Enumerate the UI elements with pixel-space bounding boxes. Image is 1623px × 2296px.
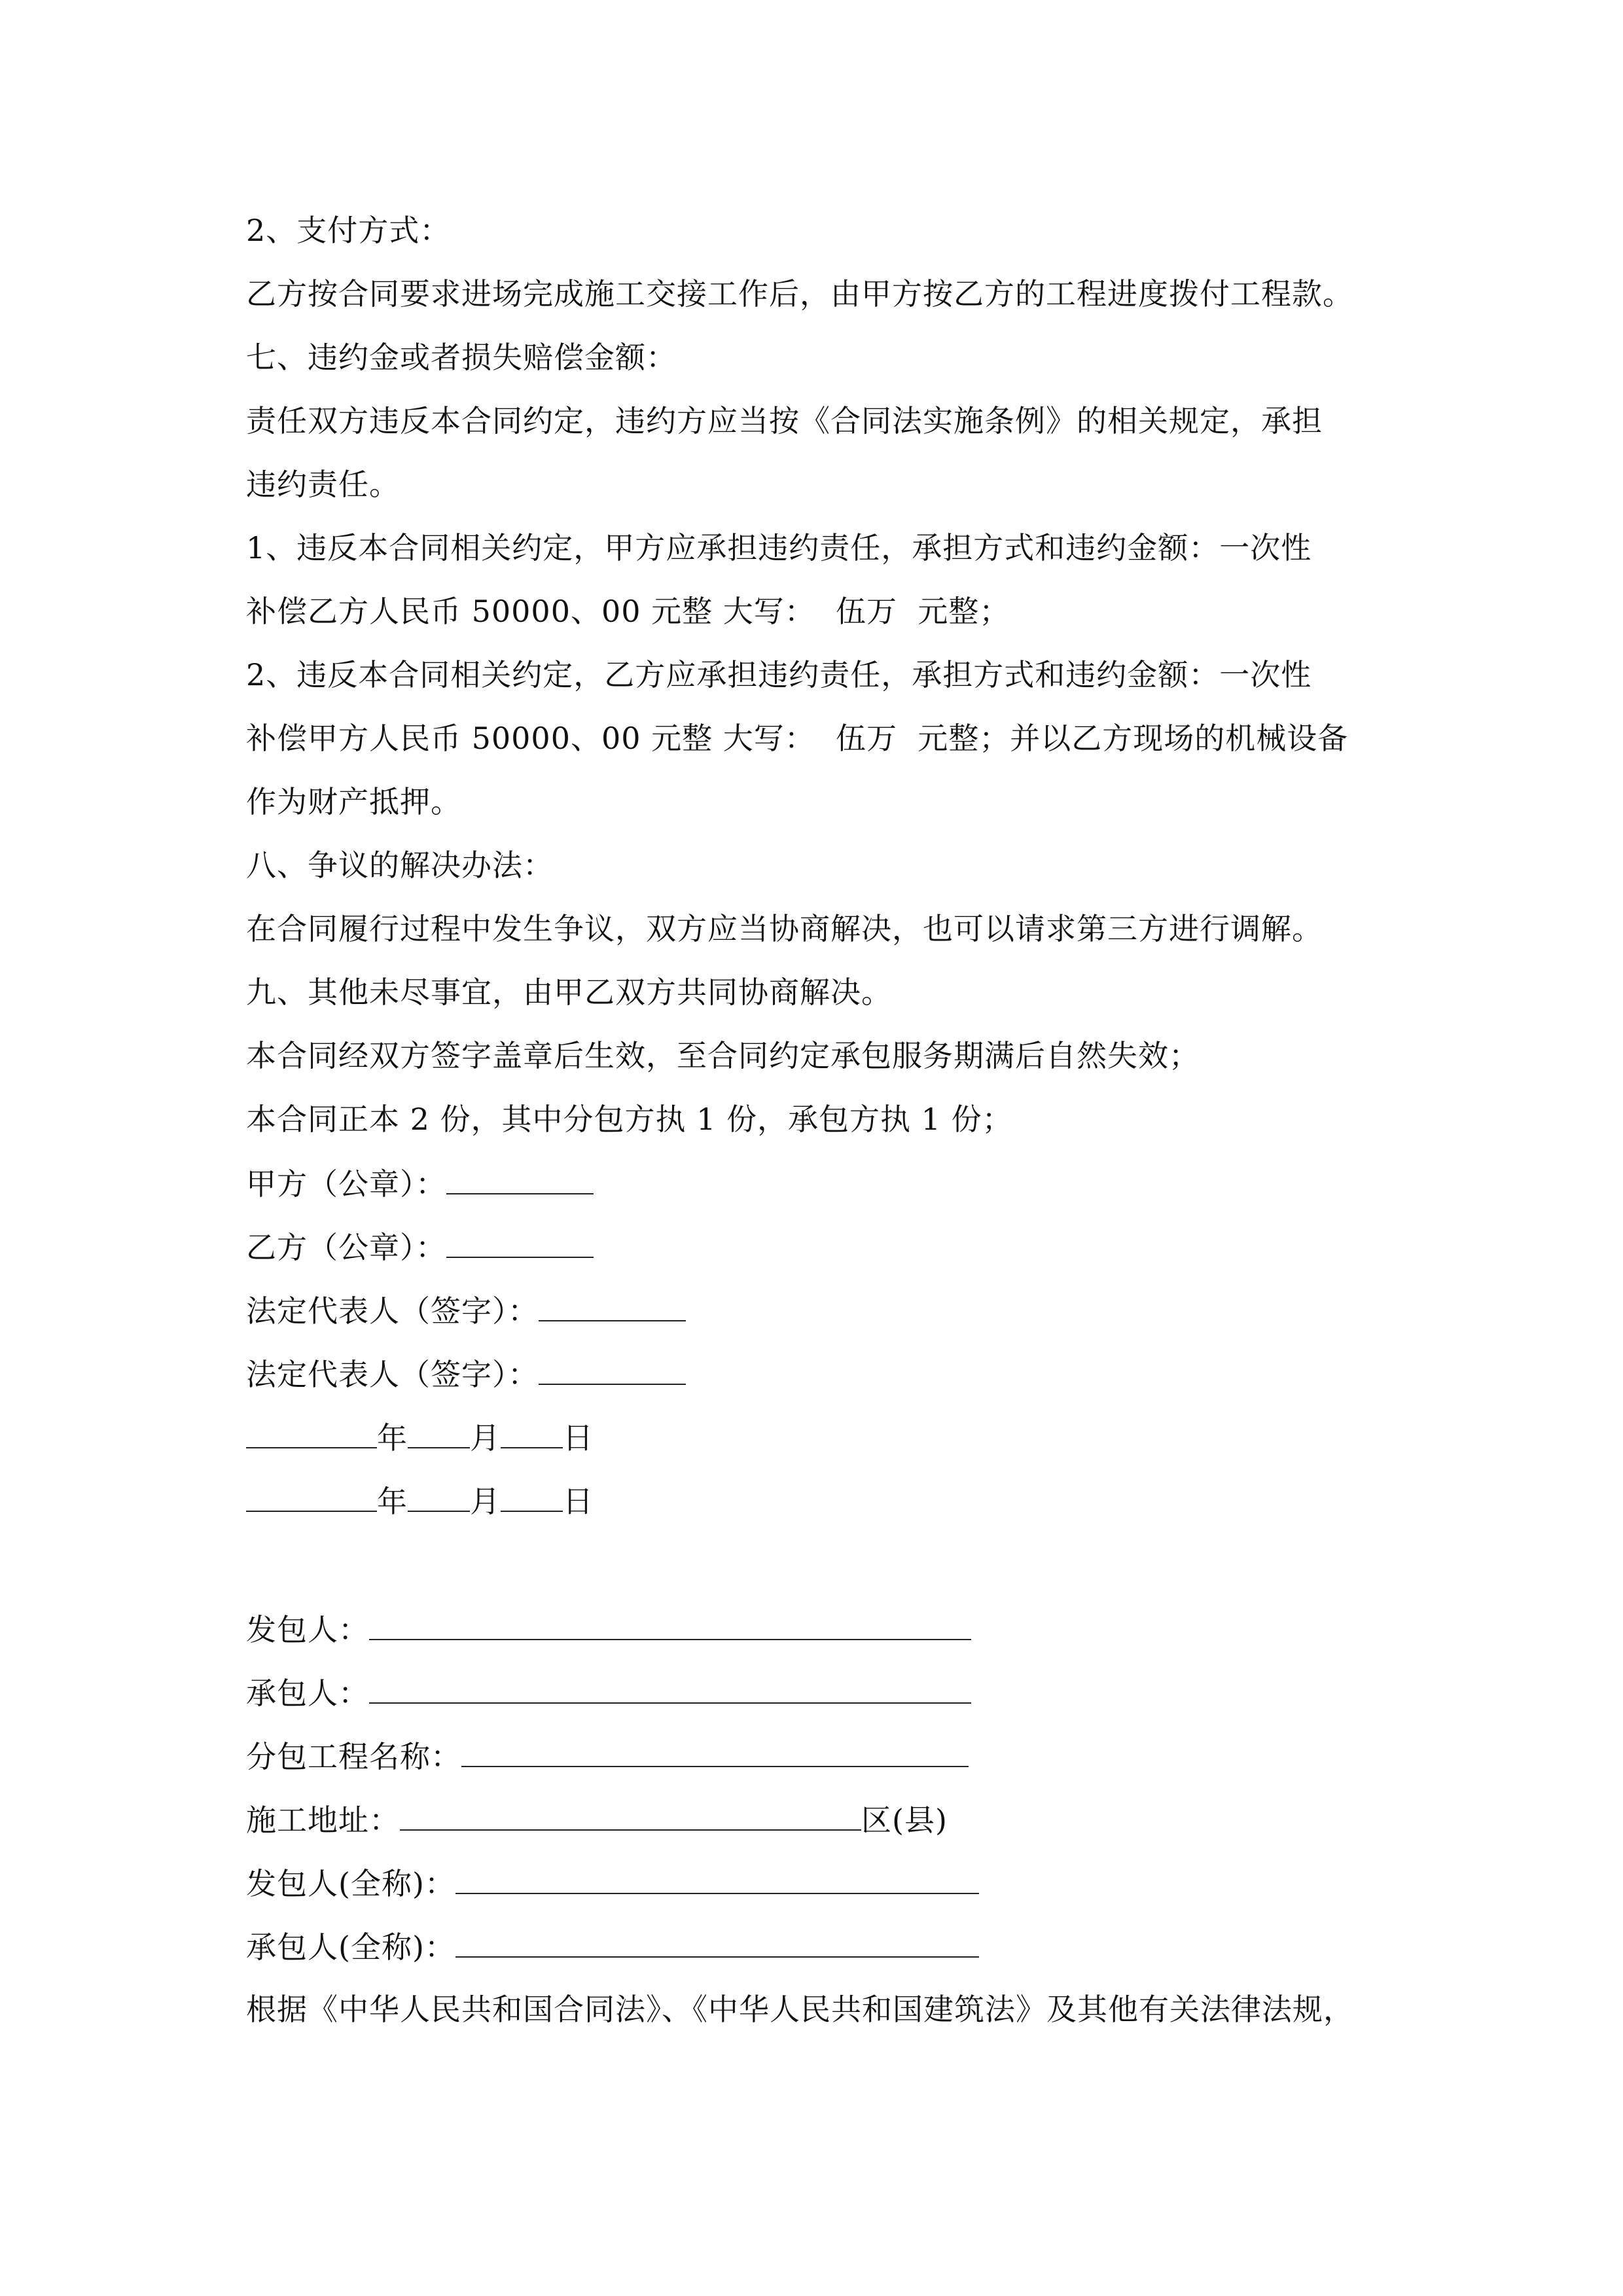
date-row-a: [246, 1417, 594, 1456]
effect-text: 本合同经双方签字盖章后生效，至合同约定承包服务期满后自然失效；: [246, 1038, 1200, 1073]
employer-blank[interactable]: [369, 1609, 971, 1640]
contractor-full-row: [246, 1926, 979, 1965]
party-a-seal-label: 甲方（公章）：: [246, 1166, 446, 1202]
party-b-seal-row: [246, 1227, 594, 1266]
project-name-row: [246, 1736, 969, 1775]
employer-row: [246, 1609, 971, 1648]
date-row-b: [246, 1480, 594, 1520]
employer-label: 发包人：: [246, 1612, 369, 1647]
clause-7-item-2b: 补偿甲方人民币 50000、00 元整 大写： 伍万 元整；并以乙方现场的机械设备: [246, 721, 1349, 756]
clause-7-item-1b: 补偿乙方人民币 50000、00 元整 大写： 伍万 元整；: [246, 594, 1010, 629]
rep-a-row: [246, 1290, 686, 1329]
district-label: 区(县): [861, 1803, 948, 1838]
clause-8-heading: 八、争议的解决办法：: [246, 848, 554, 883]
party-a-seal-blank[interactable]: [446, 1163, 594, 1194]
party-b-seal-label: 乙方（公章）：: [246, 1230, 446, 1265]
rep-a-blank[interactable]: [539, 1290, 686, 1321]
clause-7-item-1a: 1、违反本合同相关约定，甲方应承担违约责任，承担方式和违约金额：一次性: [246, 530, 1312, 565]
day-label: 日: [563, 1484, 594, 1519]
rep-b-blank[interactable]: [539, 1354, 686, 1385]
clause-7-item-2c: 作为财产抵押。: [246, 784, 461, 819]
project-name-label: 分包工程名称：: [246, 1739, 461, 1774]
rep-b-row: [246, 1354, 686, 1393]
year-blank[interactable]: [246, 1417, 377, 1448]
day-blank[interactable]: [501, 1480, 563, 1512]
clause-7-heading: 七、违约金或者损失赔偿金额：: [246, 340, 677, 375]
month-blank[interactable]: [408, 1480, 470, 1512]
party-a-seal-row: [246, 1163, 594, 1202]
contractor-row: [246, 1672, 971, 1712]
clause-9-text: 九、其他未尽事宜，由甲乙双方共同协商解决。: [246, 975, 892, 1010]
clause-7-item-2a: 2、违反本合同相关约定，乙方应承担违约责任，承担方式和违约金额：一次性: [246, 657, 1312, 692]
contractor-full-blank[interactable]: [455, 1926, 979, 1958]
month-blank[interactable]: [408, 1417, 470, 1448]
site-address-label: 施工地址：: [246, 1803, 400, 1838]
clause-7-text-2: 违约责任。: [246, 467, 400, 502]
rep-b-label: 法定代表人（签字）：: [246, 1357, 539, 1392]
year-blank[interactable]: [246, 1480, 377, 1512]
legal-basis-text: 根据《中华人民共和国合同法》、《中华人民共和国建筑法》及其他有关法律法规，: [246, 1992, 1354, 2027]
employer-full-blank[interactable]: [455, 1863, 979, 1894]
party-b-seal-blank[interactable]: [446, 1227, 594, 1258]
employer-full-label: 发包人(全称)：: [246, 1866, 455, 1901]
day-blank[interactable]: [501, 1417, 563, 1448]
contractor-full-label: 承包人(全称)：: [246, 1929, 455, 1965]
month-label: 月: [470, 1484, 501, 1519]
contractor-blank[interactable]: [369, 1672, 971, 1704]
rep-a-label: 法定代表人（签字）：: [246, 1293, 539, 1329]
clause-8-text: 在合同履行过程中发生争议，双方应当协商解决，也可以请求第三方进行调解。: [246, 911, 1323, 946]
site-address-row: [246, 1799, 948, 1839]
employer-full-row: [246, 1863, 979, 1902]
clause-payment-text: 乙方按合同要求进场完成施工交接工作后，由甲方按乙方的工程进度拨付工程款。: [246, 276, 1353, 312]
clause-7-text-1: 责任双方违反本合同约定，违约方应当按《合同法实施条例》的相关规定，承担: [246, 403, 1323, 439]
month-label: 月: [470, 1420, 501, 1456]
project-name-blank[interactable]: [461, 1736, 969, 1767]
clause-payment-heading: 2、支付方式：: [246, 213, 451, 248]
copies-text: 本合同正本 2 份，其中分包方执 1 份，承包方执 1 份；: [246, 1102, 1013, 1137]
year-label: 年: [377, 1420, 408, 1456]
contractor-label: 承包人：: [246, 1676, 369, 1711]
year-label: 年: [377, 1484, 408, 1519]
site-address-blank[interactable]: [400, 1799, 861, 1831]
day-label: 日: [563, 1420, 594, 1456]
